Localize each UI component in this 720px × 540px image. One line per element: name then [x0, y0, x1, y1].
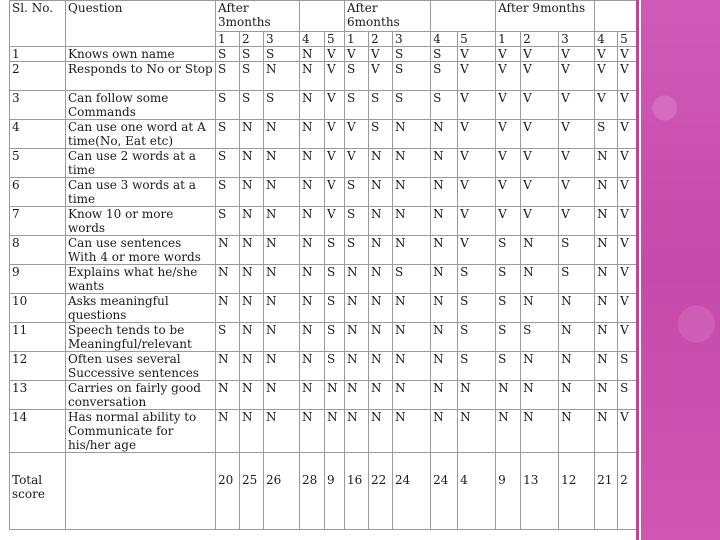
rating-cell: S [393, 62, 431, 91]
total-value: 24 [431, 453, 458, 530]
row-number: 10 [10, 294, 66, 323]
rating-cell: S [393, 91, 431, 120]
total-value: 16 [345, 453, 369, 530]
rating-cell: N [264, 323, 300, 352]
table-row [10, 120, 637, 149]
row-number: 13 [10, 381, 66, 410]
rating-cell: N [559, 294, 595, 323]
rating-cell: N [559, 410, 595, 453]
question-text: Can use sentences With 4 or more words [66, 236, 216, 265]
rating-cell: N [393, 236, 431, 265]
rating-cell: N [300, 62, 325, 91]
rating-cell: N [240, 323, 264, 352]
header-period-3: After 9months [496, 1, 595, 32]
rating-cell: S [216, 149, 240, 178]
rating-cell: N [393, 178, 431, 207]
rating-cell: V [559, 91, 595, 120]
rating-cell: S [393, 47, 431, 62]
rating-cell: N [345, 410, 369, 453]
total-label: Total score [10, 453, 66, 530]
rating-cell: S [216, 178, 240, 207]
rating-cell: S [559, 265, 595, 294]
rating-cell: S [264, 91, 300, 120]
rating-cell: N [345, 323, 369, 352]
rating-cell: V [458, 178, 496, 207]
rating-cell: N [345, 381, 369, 410]
rating-cell: S [496, 236, 521, 265]
rating-cell: N [264, 265, 300, 294]
rating-cell: N [300, 149, 325, 178]
rating-cell: N [264, 207, 300, 236]
rating-cell: N [595, 352, 618, 381]
rating-cell: N [369, 410, 393, 453]
rating-cell: S [431, 91, 458, 120]
rating-cell: V [325, 62, 345, 91]
table-row [10, 62, 637, 91]
question-text: Has normal ability to Communicate for his/her age [66, 410, 216, 453]
rating-cell: N [496, 410, 521, 453]
rating-cell: N [345, 352, 369, 381]
row-number: 14 [10, 410, 66, 453]
rating-cell: S [216, 47, 240, 62]
row-number: 4 [10, 120, 66, 149]
rating-cell: S [559, 236, 595, 265]
rating-cell: V [345, 47, 369, 62]
total-value: 2 [618, 453, 637, 530]
rating-cell: V [496, 120, 521, 149]
rating-cell: N [216, 381, 240, 410]
header-period-1: After 3months [216, 1, 300, 32]
rating-cell: V [369, 62, 393, 91]
scores-table [9, 0, 637, 530]
rating-cell: V [559, 207, 595, 236]
rating-cell: N [521, 381, 559, 410]
rating-cell: N [369, 381, 393, 410]
rating-cell: V [496, 91, 521, 120]
question-text: Asks meaningful questions [66, 294, 216, 323]
subheader-participant: 3 [264, 32, 300, 47]
rating-cell: V [595, 62, 618, 91]
row-number: 9 [10, 265, 66, 294]
subheader-participant: 3 [559, 32, 595, 47]
rating-cell: N [393, 207, 431, 236]
rating-cell: S [240, 47, 264, 62]
header-question: Question [66, 1, 216, 47]
rating-cell: N [264, 352, 300, 381]
row-number: 3 [10, 91, 66, 120]
rating-cell: N [431, 207, 458, 236]
rating-cell: S [325, 236, 345, 265]
rating-cell: S [458, 265, 496, 294]
rating-cell: V [559, 47, 595, 62]
rating-cell: S [345, 207, 369, 236]
header-sl-no: Sl. No. [10, 1, 66, 47]
rating-cell: V [559, 120, 595, 149]
row-number: 7 [10, 207, 66, 236]
table-row [10, 149, 637, 178]
rating-cell: V [325, 207, 345, 236]
rating-cell: S [216, 120, 240, 149]
rating-cell: N [521, 265, 559, 294]
rating-cell: V [496, 149, 521, 178]
rating-cell: N [595, 178, 618, 207]
rating-cell: S [521, 323, 559, 352]
rating-cell: N [393, 120, 431, 149]
total-value: 22 [369, 453, 393, 530]
table-row [10, 47, 637, 62]
rating-cell: V [345, 120, 369, 149]
rating-cell: N [240, 381, 264, 410]
rating-cell: V [458, 207, 496, 236]
rating-cell: V [496, 207, 521, 236]
question-text: Can use 2 words at a time [66, 149, 216, 178]
rating-cell: V [595, 91, 618, 120]
subheader-participant: 4 [595, 32, 618, 47]
rating-cell: N [431, 265, 458, 294]
rating-cell: N [300, 236, 325, 265]
rating-cell: V [345, 149, 369, 178]
total-value: 12 [559, 453, 595, 530]
rating-cell: S [345, 62, 369, 91]
subheader-participant: 5 [458, 32, 496, 47]
rating-cell: V [325, 47, 345, 62]
row-number: 1 [10, 47, 66, 62]
decorative-side-band [641, 0, 720, 540]
rating-cell: N [240, 149, 264, 178]
rating-cell: N [431, 410, 458, 453]
rating-cell: N [300, 47, 325, 62]
rating-cell: N [240, 294, 264, 323]
rating-cell: N [300, 120, 325, 149]
total-value: 9 [496, 453, 521, 530]
total-value: 24 [393, 453, 431, 530]
rating-cell: S [618, 352, 637, 381]
rating-cell: N [393, 381, 431, 410]
rating-cell: N [300, 294, 325, 323]
rating-cell: N [264, 236, 300, 265]
rating-cell: N [300, 178, 325, 207]
rating-cell: N [300, 91, 325, 120]
table-row [10, 207, 637, 236]
rating-cell: N [300, 410, 325, 453]
rating-cell: N [240, 236, 264, 265]
rating-cell: N [431, 381, 458, 410]
rating-cell: V [458, 120, 496, 149]
question-text: Know 10 or more words [66, 207, 216, 236]
table-row [10, 236, 637, 265]
rating-cell: S [325, 265, 345, 294]
question-text: Can follow some Commands [66, 91, 216, 120]
table-row [10, 265, 637, 294]
rating-cell: V [325, 178, 345, 207]
rating-cell: S [216, 62, 240, 91]
table-row [10, 323, 637, 352]
rating-cell: N [595, 323, 618, 352]
rating-cell: N [369, 294, 393, 323]
total-value: 9 [325, 453, 345, 530]
rating-cell: S [458, 323, 496, 352]
rating-cell: N [559, 381, 595, 410]
table-row [10, 294, 637, 323]
question-text: Knows own name [66, 47, 216, 62]
rating-cell: N [369, 236, 393, 265]
rating-cell: V [618, 410, 637, 453]
total-value: 4 [458, 453, 496, 530]
rating-cell: N [393, 294, 431, 323]
rating-cell: N [431, 178, 458, 207]
rating-cell: N [240, 265, 264, 294]
subheader-participant: 2 [521, 32, 559, 47]
question-text: Often uses several Successive sentences [66, 352, 216, 381]
question-text: Carries on fairly good conversation [66, 381, 216, 410]
rating-cell: S [325, 323, 345, 352]
total-value: 26 [264, 453, 300, 530]
rating-cell: N [264, 120, 300, 149]
rating-cell: N [240, 178, 264, 207]
table-row [10, 178, 637, 207]
question-text: Explains what he/she wants [66, 265, 216, 294]
rating-cell: N [431, 352, 458, 381]
rating-cell: N [458, 410, 496, 453]
rating-cell: S [496, 352, 521, 381]
row-number: 5 [10, 149, 66, 178]
rating-cell: V [458, 236, 496, 265]
subheader-participant: 1 [216, 32, 240, 47]
rating-cell: V [618, 323, 637, 352]
rating-cell: N [431, 120, 458, 149]
rating-cell: N [240, 207, 264, 236]
rating-cell: N [393, 149, 431, 178]
rating-cell: N [300, 323, 325, 352]
rating-cell: N [393, 352, 431, 381]
rating-cell: N [431, 323, 458, 352]
header-period-1-cont [300, 1, 345, 32]
rating-cell: N [595, 149, 618, 178]
rating-cell: N [595, 294, 618, 323]
scores-table-container [9, 0, 636, 540]
rating-cell: N [458, 381, 496, 410]
rating-cell: V [559, 62, 595, 91]
rating-cell: S [458, 294, 496, 323]
rating-cell: V [325, 149, 345, 178]
rating-cell: V [458, 149, 496, 178]
total-value: 21 [595, 453, 618, 530]
rating-cell: V [521, 120, 559, 149]
total-value: 13 [521, 453, 559, 530]
rating-cell: V [496, 178, 521, 207]
rating-cell: N [216, 265, 240, 294]
rating-cell: V [618, 294, 637, 323]
rating-cell: N [300, 207, 325, 236]
rating-cell: N [325, 381, 345, 410]
table-row [10, 410, 637, 453]
table-row [10, 91, 637, 120]
rating-cell: N [595, 236, 618, 265]
subheader-participant: 4 [431, 32, 458, 47]
rating-cell: V [618, 120, 637, 149]
subheader-participant: 4 [300, 32, 325, 47]
rating-cell: S [325, 294, 345, 323]
rating-cell: N [431, 294, 458, 323]
rating-cell: V [618, 62, 637, 91]
rating-cell: V [521, 178, 559, 207]
rating-cell: V [521, 207, 559, 236]
subheader-participant: 2 [240, 32, 264, 47]
rating-cell: V [458, 47, 496, 62]
rating-cell: N [595, 381, 618, 410]
question-text: Responds to No or Stop [66, 62, 216, 91]
rating-cell: N [595, 265, 618, 294]
rating-cell: V [458, 62, 496, 91]
rating-cell: S [216, 323, 240, 352]
rating-cell: S [618, 381, 637, 410]
rating-cell: N [595, 410, 618, 453]
rating-cell: V [458, 91, 496, 120]
rating-cell: N [369, 207, 393, 236]
question-text: Can use one word at A time(No, Eat etc) [66, 120, 216, 149]
rating-cell: S [369, 120, 393, 149]
rating-cell: V [521, 47, 559, 62]
rating-cell: N [264, 62, 300, 91]
rating-cell: N [369, 265, 393, 294]
total-value: 25 [240, 453, 264, 530]
rating-cell: V [496, 47, 521, 62]
rating-cell: S [345, 236, 369, 265]
rating-cell: V [521, 62, 559, 91]
question-text: Can use 3 words at a time [66, 178, 216, 207]
rating-cell: V [521, 91, 559, 120]
rating-cell: N [369, 178, 393, 207]
rating-cell: N [264, 294, 300, 323]
rating-cell: N [521, 352, 559, 381]
header-period-3-cont [595, 1, 637, 32]
subheader-participant: 1 [496, 32, 521, 47]
rating-cell: N [496, 381, 521, 410]
total-value: 20 [216, 453, 240, 530]
rating-cell: N [369, 352, 393, 381]
subheader-participant: 1 [345, 32, 369, 47]
rating-cell: N [300, 381, 325, 410]
rating-cell: N [264, 149, 300, 178]
subheader-participant: 5 [325, 32, 345, 47]
rating-cell: N [325, 410, 345, 453]
rating-cell: V [325, 120, 345, 149]
rating-cell: S [240, 62, 264, 91]
total-value: 28 [300, 453, 325, 530]
rating-cell: V [618, 47, 637, 62]
rating-cell: N [264, 410, 300, 453]
rating-cell: N [393, 323, 431, 352]
rating-cell: S [431, 47, 458, 62]
rating-cell: V [618, 91, 637, 120]
rating-cell: N [300, 352, 325, 381]
rating-cell: S [458, 352, 496, 381]
rating-cell: V [325, 91, 345, 120]
rating-cell: S [595, 120, 618, 149]
rating-cell: N [431, 236, 458, 265]
rating-cell: V [559, 149, 595, 178]
subheader-participant: 2 [369, 32, 393, 47]
rating-cell: N [559, 352, 595, 381]
row-number: 2 [10, 62, 66, 91]
rating-cell: N [216, 410, 240, 453]
rating-cell: N [264, 381, 300, 410]
row-number: 11 [10, 323, 66, 352]
rating-cell: N [240, 352, 264, 381]
rating-cell: S [496, 323, 521, 352]
rating-cell: N [369, 323, 393, 352]
rating-cell: S [431, 62, 458, 91]
table-row [10, 381, 637, 410]
header-period-2: After 6months [345, 1, 431, 32]
rating-cell: N [300, 265, 325, 294]
row-number: 12 [10, 352, 66, 381]
rating-cell: N [559, 323, 595, 352]
table-body [10, 47, 637, 530]
rating-cell: S [264, 47, 300, 62]
row-number: 6 [10, 178, 66, 207]
total-row [10, 453, 637, 530]
question-text: Speech tends to be Meaningful/relevant [66, 323, 216, 352]
rating-cell: S [496, 265, 521, 294]
rating-cell: N [240, 410, 264, 453]
rating-cell: N [595, 207, 618, 236]
rating-cell: S [240, 91, 264, 120]
rating-cell: V [496, 62, 521, 91]
row-number: 8 [10, 236, 66, 265]
rating-cell: N [345, 294, 369, 323]
rating-cell: N [345, 265, 369, 294]
rating-cell: V [369, 47, 393, 62]
rating-cell: N [216, 236, 240, 265]
rating-cell: S [393, 265, 431, 294]
rating-cell: V [559, 178, 595, 207]
rating-cell: S [325, 352, 345, 381]
table-row [10, 352, 637, 381]
rating-cell: N [240, 120, 264, 149]
rating-cell: S [216, 91, 240, 120]
rating-cell: N [521, 236, 559, 265]
header-period-2-cont [431, 1, 496, 32]
rating-cell: S [216, 207, 240, 236]
rating-cell: V [618, 265, 637, 294]
rating-cell: V [618, 149, 637, 178]
rating-cell: N [393, 410, 431, 453]
rating-cell: V [521, 149, 559, 178]
side-rule [636, 0, 639, 540]
rating-cell: V [618, 236, 637, 265]
subheader-participant: 5 [618, 32, 637, 47]
rating-cell: N [264, 178, 300, 207]
rating-cell: S [496, 294, 521, 323]
rating-cell: V [595, 47, 618, 62]
rating-cell: V [618, 178, 637, 207]
rating-cell: N [431, 149, 458, 178]
subheader-participant: 3 [393, 32, 431, 47]
total-blank [66, 453, 216, 530]
rating-cell: N [216, 352, 240, 381]
rating-cell: N [216, 294, 240, 323]
rating-cell: N [369, 149, 393, 178]
rating-cell: S [345, 178, 369, 207]
rating-cell: N [521, 410, 559, 453]
rating-cell: S [369, 91, 393, 120]
rating-cell: S [345, 91, 369, 120]
rating-cell: V [618, 207, 637, 236]
rating-cell: N [521, 294, 559, 323]
